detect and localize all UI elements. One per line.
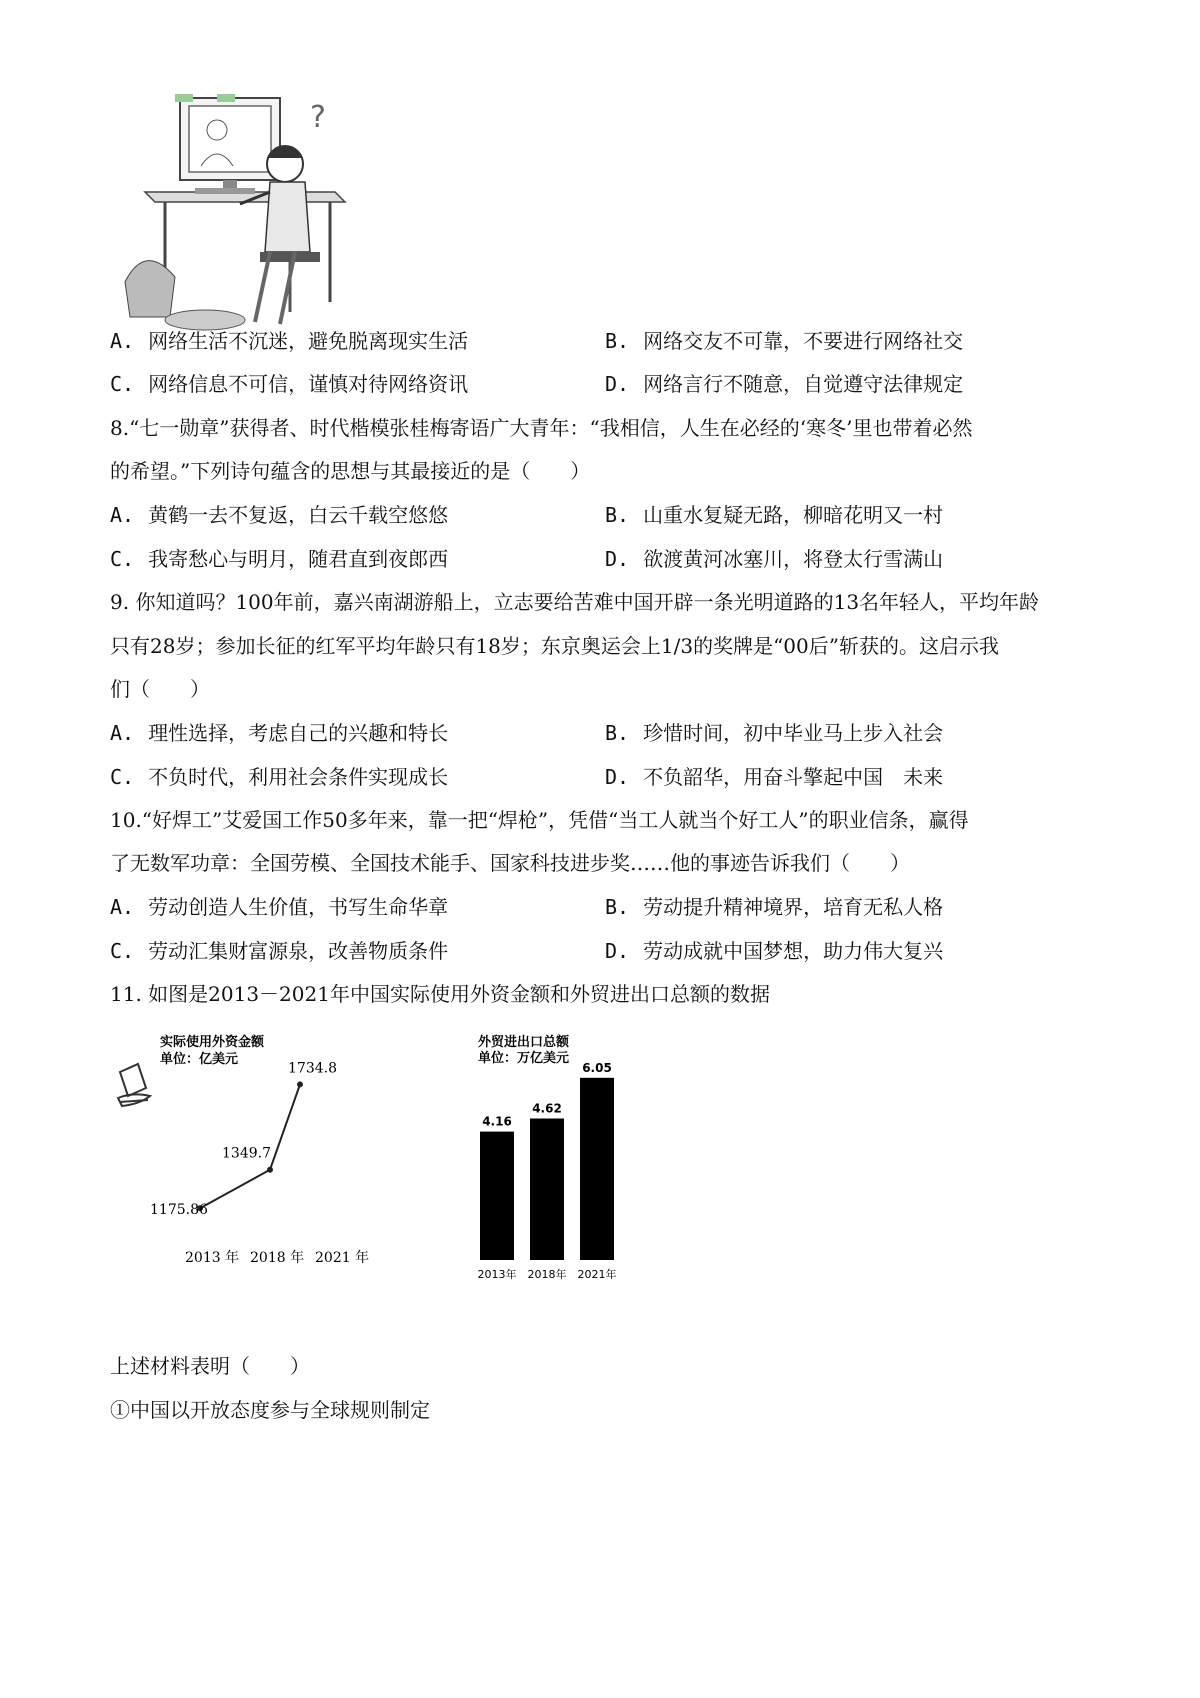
svg-text:?: ? [310,100,326,135]
option-letter: C. [110,765,135,789]
option-text: 不负韶华，用奋斗擎起中国 未来 [643,765,944,789]
option-letter: D. [605,765,630,789]
option-text: 黄鹤一去不复返，白云千载空悠悠 [148,503,449,527]
option-letter: C. [110,372,135,396]
q10-option-d [605,937,943,965]
x-tick-label: 2021年 [577,1268,617,1281]
q9-stem-line1: 9. 你知道吗？100年前，嘉兴南湖游船上，立志要给苦难中国开辟一条光明道路的13名年轻人，平均年龄 [110,590,1040,614]
data-label: 6.05 [582,1060,612,1075]
q8-option-c [110,545,448,573]
line-point [297,1081,303,1087]
q10-stem-line2: 了无数军功章：全国劳模、全国技术能手、国家科技进步奖……他的事迹告诉我们（ ） [110,851,910,875]
x-tick-label: 2021 年 [315,1250,370,1266]
option-letter: B. [605,895,630,919]
q9-option-c [110,763,448,791]
x-tick-label: 2013年 [477,1268,517,1281]
q11-question: 上述材料表明（ ） [110,1354,310,1378]
q9-stem-line2: 只有28岁；参加长征的红军平均年龄只有18岁；东京奥运会上1/3的奖牌是“00后”斩获的。这启示我 [110,634,999,658]
option-letter: D. [605,372,630,396]
chart-unit: 单位：万亿美元 [478,1051,570,1066]
option-letter: A. [110,329,135,353]
q9-option-a [110,719,448,747]
data-label: 1734.8 [288,1060,337,1077]
bar [580,1078,614,1260]
option-letter: C. [110,547,135,571]
q11-stem: 11. 如图是2013－2021年中国实际使用外资金额和外贸进出口总额的数据 [110,982,770,1006]
option-text: 欲渡黄河冰塞川，将登太行雪满山 [643,547,944,571]
q10-stem-line1: 10.“好焊工”艾爱国工作50多年来，靠一把“焊枪”，凭借“当工人就当个好工人”的职业信条，赢得 [110,808,969,832]
option-letter: A. [110,503,135,527]
option-letter: B. [605,503,630,527]
q8-option-a [110,501,448,529]
option-text: 网络交友不可靠，不要进行网络社交 [643,329,964,353]
option-text: 劳动创造人生价值，书写生命华章 [148,895,449,919]
option-letter: A. [110,895,135,919]
line-point [267,1167,273,1173]
q10-option-a [110,893,448,921]
data-label: 1175.86 [150,1202,208,1219]
q10-option-b [605,893,943,921]
chart-title: 外贸进出口总额 [478,1035,570,1050]
q9-option-b [605,719,943,747]
option-letter: B. [605,329,630,353]
option-text: 山重水复疑无路，柳暗花明又一村 [643,503,944,527]
option-text: 劳动提升精神境界，培育无私人格 [643,895,944,919]
line-chart-foreign-investment [110,1030,410,1280]
option-letter: D. [605,547,630,571]
option-text: 我寄愁心与明月，随君直到夜郎西 [148,547,449,571]
option-text: 劳动汇集财富源泉，改善物质条件 [148,939,449,963]
x-tick-label: 2013 年 [185,1250,240,1266]
bar-chart-foreign-trade [470,1030,670,1295]
x-tick-label: 2018年 [527,1268,567,1281]
chart-title: 实际使用外资金额 [160,1035,265,1050]
option-letter: B. [605,721,630,745]
q7-option-a [110,327,468,355]
data-label: 1349.7 [222,1145,271,1162]
bar [480,1132,514,1260]
q10-option-c [110,937,448,965]
option-text: 理性选择，考虑自己的兴趣和特长 [148,721,449,745]
option-text: 不负时代，利用社会条件实现成长 [148,765,449,789]
q8-option-b [605,501,943,529]
option-letter: D. [605,939,630,963]
option-letter: A. [110,721,135,745]
option-letter: C. [110,939,135,963]
illustration-person-at-computer [105,92,405,337]
q9-option-d [605,763,943,791]
q8-stem-line2: 的希望。”下列诗句蕴含的思想与其最接近的是（ ） [110,459,591,483]
option-text: 网络生活不沉迷，避免脱离现实生活 [148,329,469,353]
option-text: 劳动成就中国梦想，助力伟大复兴 [643,939,944,963]
data-label: 4.62 [532,1101,562,1116]
q11-item-1: ①中国以开放态度参与全球规则制定 [110,1398,430,1422]
q7-option-b [605,327,963,355]
q8-stem-line1: 8.“七一勋章”获得者、时代楷模张桂梅寄语广大青年：“我相信，人生在必经的‘寒冬’里也带着必然 [110,416,973,440]
chart-unit: 单位：亿美元 [160,1052,239,1067]
option-text: 珍惜时间，初中毕业马上步入社会 [643,721,944,745]
q9-stem-line3: 们（ ） [110,677,210,701]
bar [530,1119,564,1260]
q7-option-d [605,370,963,398]
data-label: 4.16 [482,1114,512,1129]
q8-option-d [605,545,943,573]
q7-option-c [110,370,468,398]
document-icon [118,1064,150,1106]
option-text: 网络言行不随意，自觉遵守法律规定 [643,372,964,396]
x-tick-label: 2018 年 [250,1250,305,1266]
option-text: 网络信息不可信，谨慎对待网络资讯 [148,372,469,396]
